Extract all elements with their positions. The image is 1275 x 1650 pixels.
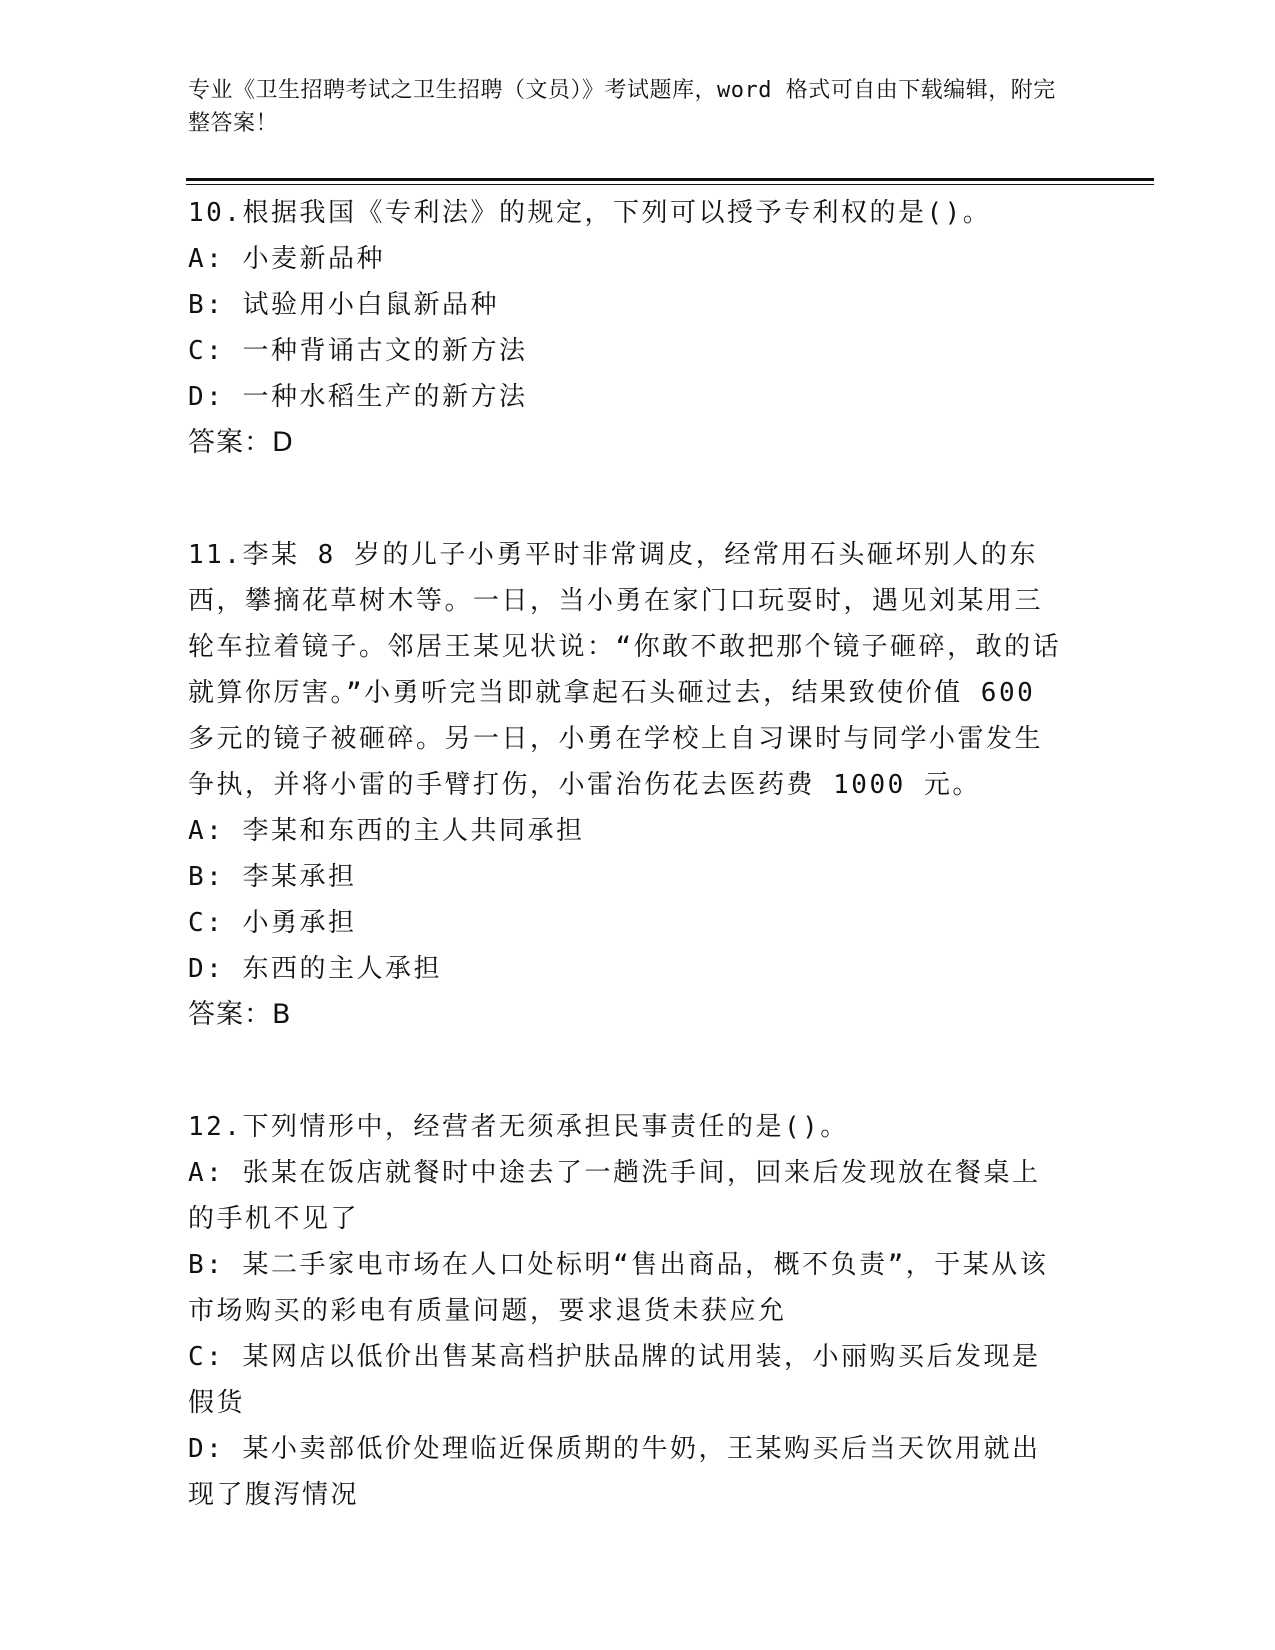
option-c: C: 小勇承担 bbox=[188, 908, 357, 938]
question-stem: 12.下列情形中，经营者无须承担民事责任的是()。 bbox=[188, 1112, 849, 1142]
question-stem: 10.根据我国《专利法》的规定，下列可以授予专利权的是()。 bbox=[188, 198, 992, 228]
option-a: A: 小麦新品种 bbox=[188, 244, 385, 274]
answer-text: 答案：B bbox=[188, 999, 292, 1030]
option-a: A: 张某在饭店就餐时中途去了一趟洗手间，回来后发现放在餐桌上的手机不见了 bbox=[188, 1158, 1041, 1234]
option-b: B: 李某承担 bbox=[188, 862, 357, 892]
option-b: B: 某二手家电市场在人口处标明“售出商品，概不负责”，于某从该市场购买的彩电有质量问题，要求退货未获应允 bbox=[188, 1250, 1049, 1326]
option-c: C: 一种背诵古文的新方法 bbox=[188, 336, 528, 366]
question-11 bbox=[188, 532, 1068, 1038]
option-a: A: 李某和东西的主人共同承担 bbox=[188, 816, 585, 846]
question-12 bbox=[188, 1104, 1068, 1518]
question-10 bbox=[188, 190, 1068, 466]
document-header: 专业《卫生招聘考试之卫生招聘（文员）》考试题库，word 格式可自由下载编辑，附完整答案！ bbox=[188, 78, 1056, 136]
header-rule-thin bbox=[186, 184, 1154, 185]
header-rule-thick bbox=[186, 178, 1154, 181]
question-stem: 11.李某 8 岁的儿子小勇平时非常调皮，经常用石头砸坏别人的东西，攀摘花草树木等。一日，当小勇在家门口玩耍时，遇见刘某用三轮车拉着镜子。邻居王某见状说：“你敢不敢把那个镜子砸碎，敢的话就算你厉害。”小勇听完当即就拿起石头砸过去，结果致使价值 600 多元的镜子被砸碎。另一日，小勇在学校上自习课时与同学小雷发生争执，并将小雷的手臂打伤，小雷治伤花去医药费 1000 元。 bbox=[188, 540, 1062, 800]
option-d: D: 一种水稻生产的新方法 bbox=[188, 382, 528, 412]
option-b: B: 试验用小白鼠新品种 bbox=[188, 290, 499, 320]
option-d: D: 某小卖部低价处理临近保质期的牛奶，王某购买后当天饮用就出现了腹泻情况 bbox=[188, 1434, 1041, 1510]
question-list bbox=[188, 190, 1068, 1584]
option-d: D: 东西的主人承担 bbox=[188, 954, 442, 984]
answer-text: 答案：D bbox=[188, 427, 294, 458]
option-c: C: 某网店以低价出售某高档护肤品牌的试用装，小丽购买后发现是假货 bbox=[188, 1342, 1041, 1418]
